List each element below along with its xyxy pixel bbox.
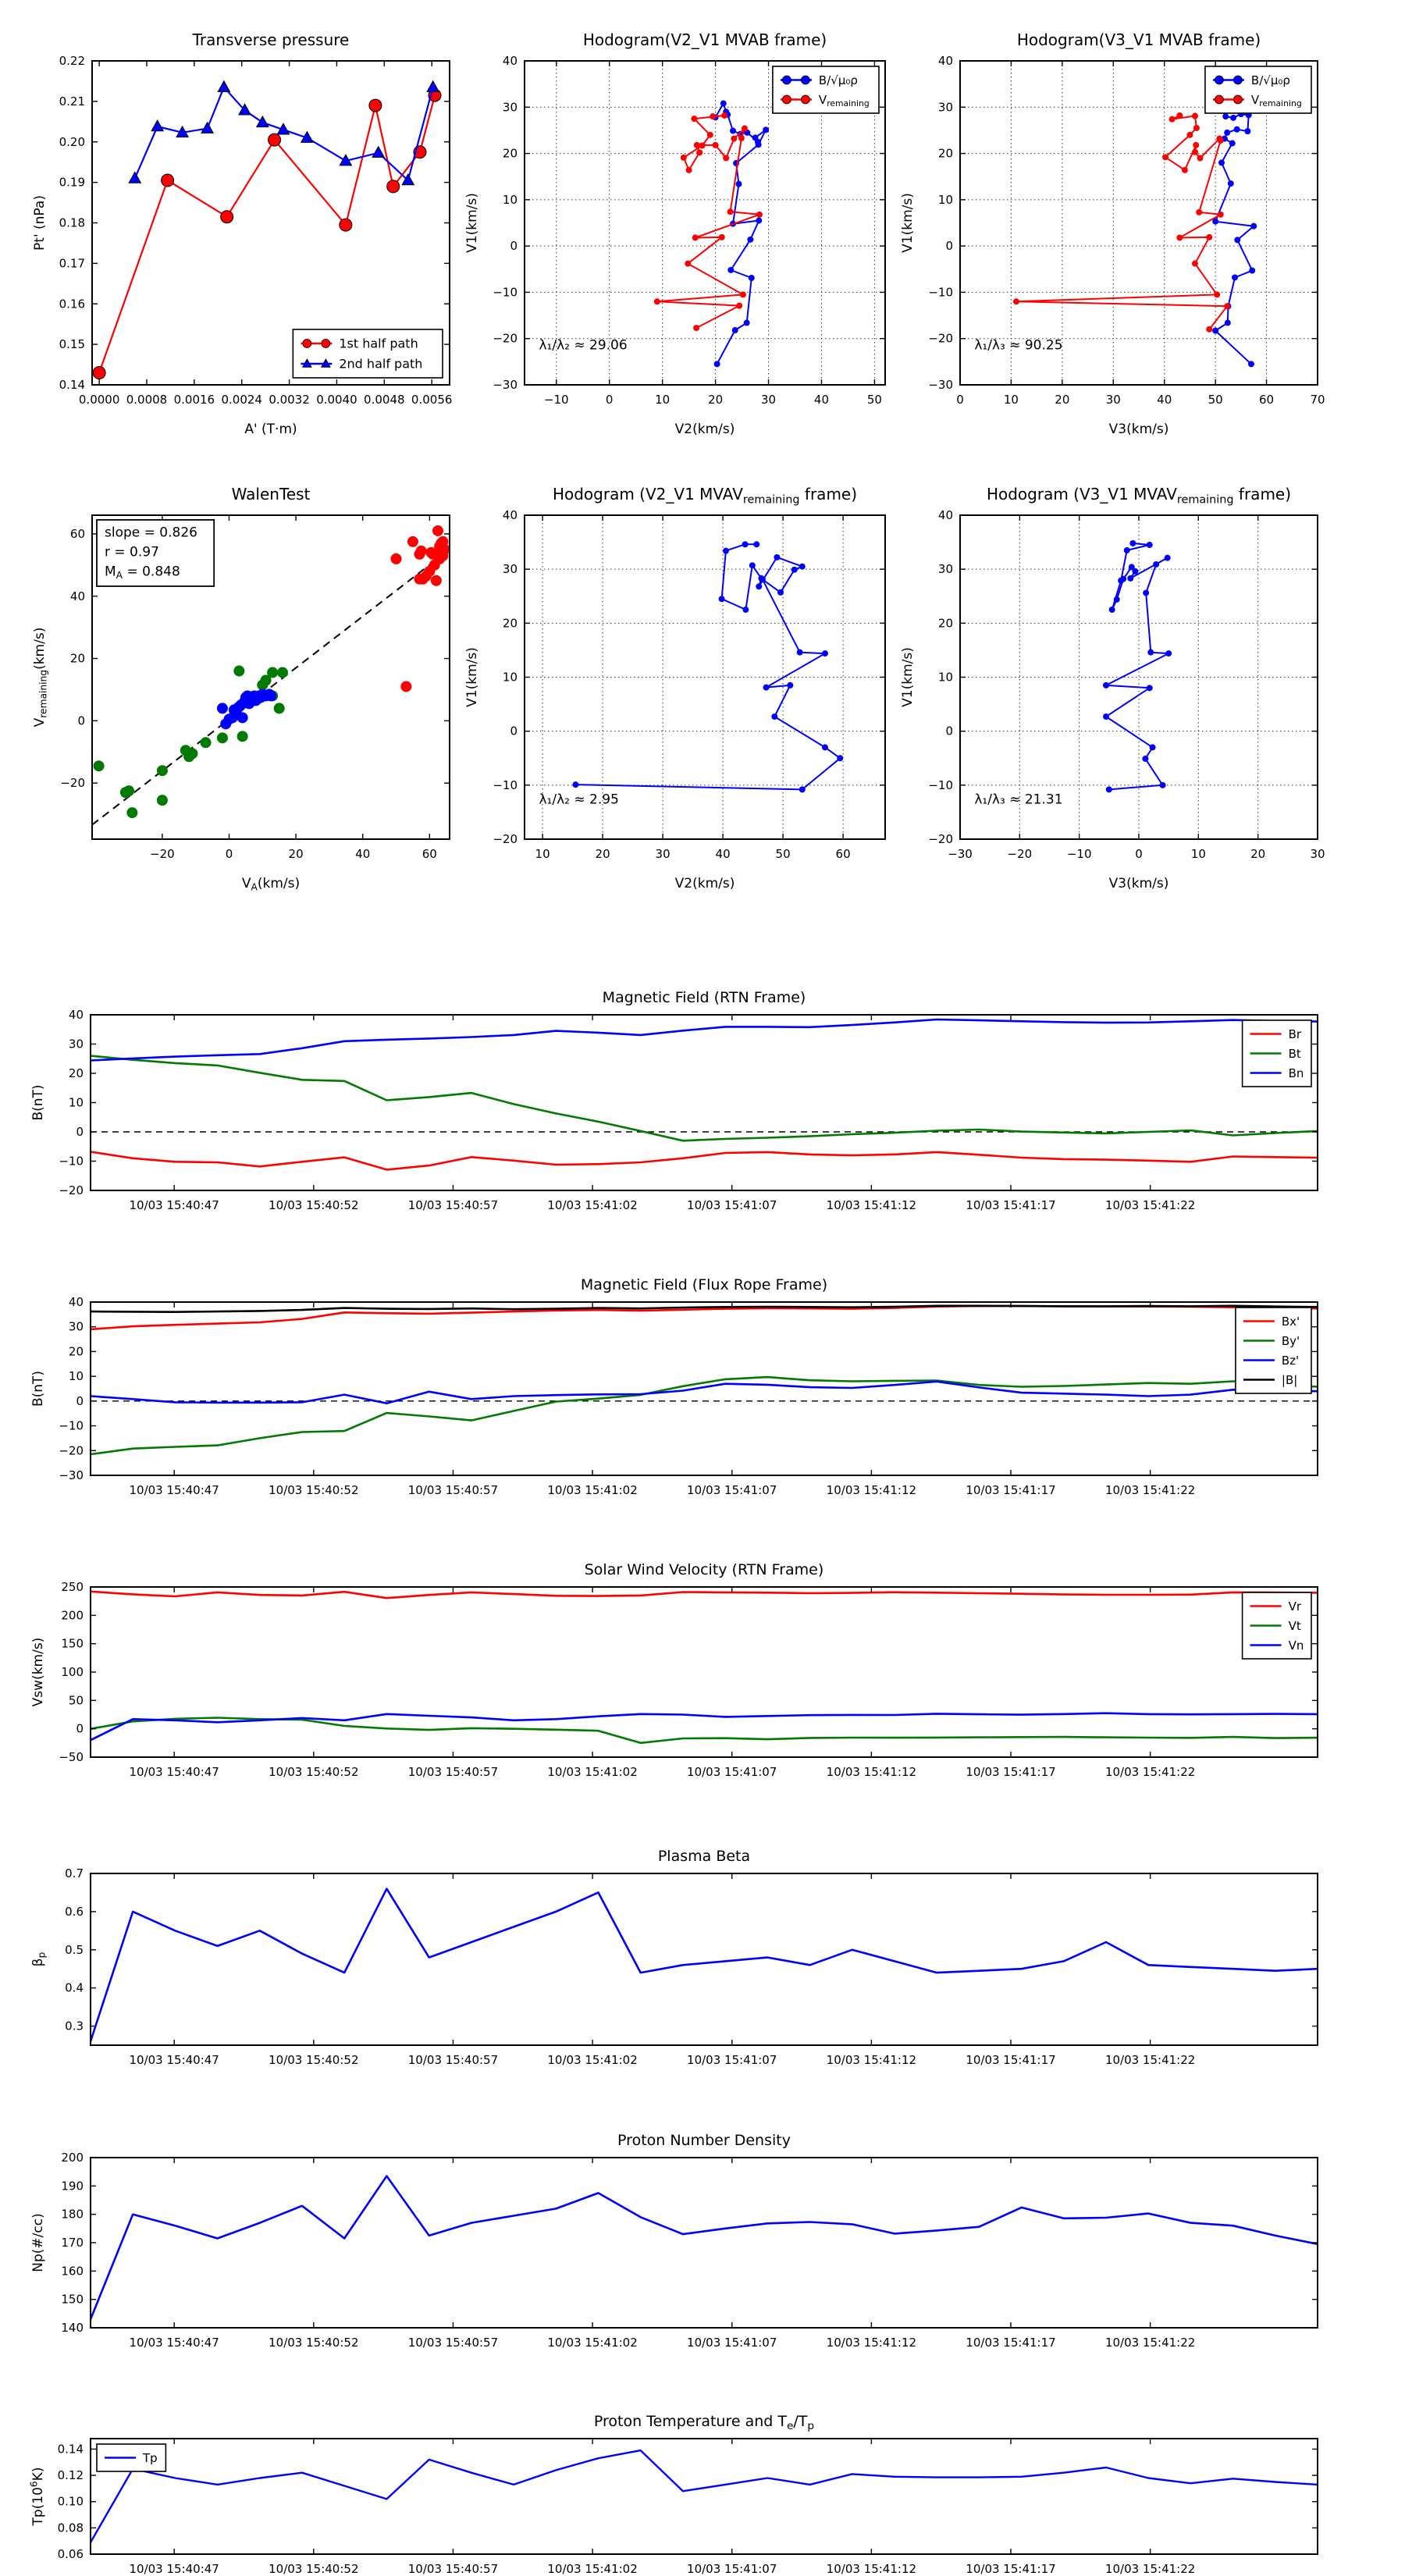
svg-text:20: 20 [288,847,304,861]
svg-text:−20: −20 [493,331,518,346]
svg-text:10/03 15:40:47: 10/03 15:40:47 [129,1483,219,1497]
svg-text:Proton Temperature and Te/Tp: Proton Temperature and $T_e/T_p$ [593,2413,815,2433]
svg-text:50: 50 [866,393,882,407]
svg-text:10/03 15:41:02: 10/03 15:41:02 [547,2053,638,2067]
svg-text:40: 40 [1157,393,1172,407]
svg-text:10/03 15:41:17: 10/03 15:41:17 [966,1198,1056,1212]
svg-text:VA(km/s): $V_A(km/s)$ [241,876,301,893]
svg-text:190: 190 [61,2179,84,2194]
svg-text:Bx': Bx' [1281,1314,1300,1329]
svg-text:λ₁/λ₂ ≈ 2.95: λ₁/λ₂ ≈ 2.95 [539,792,619,808]
svg-text:0.6: 0.6 [65,1904,84,1919]
svg-text:Np(#/cc): Np(#/cc) [30,2213,46,2272]
svg-text:−10: −10 [928,285,953,300]
svg-text:10/03 15:40:52: 10/03 15:40:52 [269,2336,359,2350]
svg-text:−20: −20 [60,776,85,791]
svg-text:10/03 15:41:07: 10/03 15:41:07 [687,1765,777,1779]
svg-text:40: 40 [715,847,731,861]
svg-text:10/03 15:41:07: 10/03 15:41:07 [687,1198,777,1212]
svg-text:0.16: 0.16 [59,297,85,311]
svg-text:0: 0 [77,713,85,728]
svg-text:30: 30 [502,100,518,115]
svg-text:Pt' (nPa): Pt' (nPa) [32,195,48,251]
svg-text:10/03 15:40:57: 10/03 15:40:57 [407,2053,499,2067]
svg-text:150: 150 [61,2292,84,2307]
svg-text:−30: −30 [928,378,953,392]
svg-text:−20: −20 [59,1443,84,1458]
svg-text:V3(km/s): V3(km/s) [1108,876,1169,891]
svg-text:30: 30 [937,100,953,115]
svg-text:40: 40 [502,508,518,522]
svg-text:0.15: 0.15 [59,337,85,352]
svg-text:10/03 15:41:22: 10/03 15:41:22 [1104,2336,1196,2350]
svg-text:10/03 15:41:22: 10/03 15:41:22 [1104,2053,1196,2067]
svg-text:0.22: 0.22 [59,54,85,68]
svg-text:10/03 15:40:47: 10/03 15:40:47 [129,2562,219,2576]
svg-text:0: 0 [76,1125,84,1139]
svg-text:−30: −30 [948,847,973,861]
svg-text:10/03 15:40:52: 10/03 15:40:52 [269,2053,359,2067]
svg-text:0.0024: 0.0024 [221,393,262,407]
svg-text:10/03 15:41:17: 10/03 15:41:17 [966,2336,1056,2350]
svg-text:Proton Number Density: Proton Number Density [617,2132,791,2149]
svg-text:0.06: 0.06 [57,2547,84,2561]
svg-text:Hodogram(V2_V1 MVAB frame): Hodogram(V2_V1 MVAB frame) [582,30,827,49]
svg-text:30: 30 [937,562,953,577]
svg-text:10: 10 [535,847,550,861]
svg-text:10/03 15:40:52: 10/03 15:40:52 [269,1198,359,1212]
svg-text:Vremaining: $V_{remaining}$ [1250,92,1302,109]
svg-text:10/03 15:40:57: 10/03 15:40:57 [407,2336,499,2350]
svg-text:30: 30 [1105,393,1121,407]
svg-text:10/03 15:41:12: 10/03 15:41:12 [826,2562,917,2576]
svg-text:20: 20 [69,651,85,666]
svg-text:200: 200 [61,1608,84,1623]
svg-text:−10: −10 [493,285,518,300]
svg-text:Hodogram(V3_V1 MVAB frame): Hodogram(V3_V1 MVAB frame) [1016,30,1261,49]
svg-text:30: 30 [1310,847,1325,861]
svg-text:V2(km/s): V2(km/s) [674,876,735,891]
svg-text:0.18: 0.18 [59,215,85,230]
svg-text:10/03 15:41:17: 10/03 15:41:17 [966,1483,1056,1497]
svg-text:10/03 15:41:07: 10/03 15:41:07 [687,2562,777,2576]
svg-text:Hodogram (V3_V1 MVAVremaining: Hodogram (V3_V1 $MVAV_{remaining}$ frame) [986,485,1292,507]
svg-text:10/03 15:40:52: 10/03 15:40:52 [269,2562,359,2576]
svg-text:10/03 15:40:47: 10/03 15:40:47 [129,2053,219,2067]
svg-text:0: 0 [225,847,233,861]
svg-text:−20: −20 [928,832,953,846]
svg-text:A' (T·m): A' (T·m) [244,422,297,437]
svg-text:By': By' [1281,1333,1300,1348]
svg-text:0.4: 0.4 [65,1980,84,1995]
svg-text:30: 30 [655,847,670,861]
svg-text:Bt: Bt [1288,1046,1301,1061]
svg-text:MA = 0.848: $M_A = 0.848$ [105,564,180,582]
svg-text:0: 0 [945,724,953,738]
svg-text:10/03 15:41:22: 10/03 15:41:22 [1104,1198,1196,1212]
chart-walen-test [18,475,459,911]
svg-text:20: 20 [502,616,518,631]
svg-text:−10: −10 [928,777,953,792]
svg-text:0.14: 0.14 [59,378,85,392]
svg-text:10/03 15:41:02: 10/03 15:41:02 [547,1765,638,1779]
svg-text:0.0056: 0.0056 [411,393,453,407]
svg-text:10/03 15:41:12: 10/03 15:41:12 [826,1483,917,1497]
svg-text:10: 10 [937,192,953,207]
svg-text:0: 0 [605,393,614,407]
svg-text:100: 100 [61,1665,84,1679]
svg-text:10/03 15:41:02: 10/03 15:41:02 [547,2562,638,2576]
svg-text:Vt: Vt [1288,1618,1301,1633]
svg-text:|B|: |B| [1281,1372,1298,1387]
svg-text:10/03 15:40:57: 10/03 15:40:57 [407,2562,499,2576]
svg-text:70: 70 [1310,393,1325,407]
svg-text:20: 20 [502,146,518,161]
svg-text:0.3: 0.3 [65,2019,84,2033]
svg-text:B/√μ₀ρ: B/√μ₀ρ [1250,73,1290,87]
svg-text:40: 40 [937,508,953,522]
svg-text:−10: −10 [543,393,569,407]
svg-text:10/03 15:40:57: 10/03 15:40:57 [407,1765,499,1779]
svg-text:r = 0.97: r = 0.97 [105,544,159,560]
svg-text:−30: −30 [59,1468,84,1482]
chart-proton-temperature [16,2406,1329,2576]
svg-text:10: 10 [937,670,953,685]
svg-text:Vremaining: $V_{remaining}$ [818,92,870,109]
svg-text:0: 0 [510,724,518,738]
svg-text:60: 60 [1259,393,1275,407]
chart-magnetic-field-flux-rope [16,1269,1329,1511]
svg-text:0: 0 [945,239,953,254]
svg-text:WalenTest: WalenTest [231,485,311,503]
svg-text:10/03 15:41:22: 10/03 15:41:22 [1104,1765,1196,1779]
svg-text:λ₁/λ₂ ≈ 29.06: λ₁/λ₂ ≈ 29.06 [539,337,628,354]
svg-text:slope = 0.826: slope = 0.826 [105,525,197,541]
svg-text:λ₁/λ₃ ≈ 21.31: λ₁/λ₃ ≈ 21.31 [974,792,1063,808]
svg-text:160: 160 [61,2264,84,2279]
svg-text:−30: −30 [493,378,518,392]
svg-text:10/03 15:41:17: 10/03 15:41:17 [966,2053,1056,2067]
svg-text:10/03 15:41:07: 10/03 15:41:07 [687,1483,777,1497]
svg-text:10/03 15:41:12: 10/03 15:41:12 [826,2053,917,2067]
svg-text:Bz': Bz' [1281,1353,1300,1368]
svg-text:λ₁/λ₃ ≈ 90.25: λ₁/λ₃ ≈ 90.25 [974,337,1063,354]
svg-text:10: 10 [502,192,518,207]
svg-text:−10: −10 [493,777,518,792]
svg-text:10: 10 [68,1095,84,1110]
svg-text:0.0032: 0.0032 [269,393,310,407]
svg-text:30: 30 [760,393,777,407]
svg-text:250: 250 [61,1580,84,1594]
svg-text:40: 40 [937,54,953,68]
svg-text:30: 30 [68,1319,84,1334]
svg-text:10/03 15:41:22: 10/03 15:41:22 [1104,2562,1196,2576]
svg-text:Br: Br [1288,1026,1302,1041]
chart-hodogram-v3v1-mvab [886,20,1327,457]
svg-text:Solar Wind Velocity (RTN Frame: Solar Wind Velocity (RTN Frame) [584,1561,824,1578]
svg-text:0: 0 [510,239,518,254]
svg-text:40: 40 [68,1295,84,1309]
chart-hodogram-v2v1-mvav [450,475,895,911]
svg-text:−50: −50 [59,1750,84,1764]
svg-text:1st half path: 1st half path [339,336,418,351]
chart-hodogram-v3v1-mvav [886,475,1327,911]
svg-text:0: 0 [956,393,964,407]
svg-text:0.0016: 0.0016 [173,393,215,407]
svg-text:170: 170 [61,2236,84,2250]
svg-text:Bn: Bn [1288,1066,1304,1080]
svg-text:−10: −10 [59,1418,84,1433]
svg-text:10: 10 [655,393,670,407]
svg-text:200: 200 [61,2151,84,2165]
svg-text:10: 10 [68,1369,84,1384]
svg-text:0.0040: 0.0040 [316,393,357,407]
svg-text:V1(km/s): V1(km/s) [464,647,480,707]
svg-text:10/03 15:40:47: 10/03 15:40:47 [129,2336,219,2350]
svg-text:60: 60 [69,526,85,541]
svg-text:B(nT): B(nT) [30,1084,46,1121]
svg-text:10/03 15:41:17: 10/03 15:41:17 [966,1765,1056,1779]
svg-text:10/03 15:40:52: 10/03 15:40:52 [269,1765,359,1779]
svg-text:V3(km/s): V3(km/s) [1108,422,1169,437]
svg-text:B(nT): B(nT) [30,1370,46,1407]
svg-text:10: 10 [502,670,518,685]
svg-text:180: 180 [61,2207,84,2222]
svg-text:V1(km/s): V1(km/s) [900,193,916,253]
svg-text:10/03 15:41:02: 10/03 15:41:02 [547,2336,638,2350]
svg-text:Transverse pressure: Transverse pressure [192,30,350,49]
svg-text:50: 50 [1208,393,1223,407]
svg-text:20: 20 [1055,393,1070,407]
svg-text:20: 20 [937,146,953,161]
svg-text:60: 60 [422,847,437,861]
chart-plasma-beta [16,1841,1329,2081]
svg-text:10: 10 [1190,847,1206,861]
chart-proton-number-density [16,2125,1329,2364]
svg-text:140: 140 [61,2321,84,2335]
svg-text:Vr: Vr [1288,1599,1302,1614]
svg-text:0: 0 [76,1393,84,1408]
svg-text:Vn: Vn [1288,1638,1304,1653]
svg-text:10/03 15:40:52: 10/03 15:40:52 [269,1483,359,1497]
svg-text:40: 40 [502,54,518,68]
svg-text:30: 30 [68,1037,84,1051]
svg-text:0.5: 0.5 [65,1942,84,1957]
svg-text:0.12: 0.12 [57,2468,84,2483]
svg-text:0.08: 0.08 [57,2521,84,2535]
svg-text:Plasma Beta: Plasma Beta [657,1848,751,1865]
svg-text:10/03 15:40:47: 10/03 15:40:47 [129,1198,219,1212]
svg-text:10/03 15:40:47: 10/03 15:40:47 [129,1765,219,1779]
chart-hodogram-v2v1-mvab [450,20,895,457]
svg-text:10/03 15:41:17: 10/03 15:41:17 [966,2562,1056,2576]
svg-text:−20: −20 [493,832,518,846]
svg-text:150: 150 [61,1636,84,1651]
svg-text:−20: −20 [150,847,175,861]
svg-text:−20: −20 [1007,847,1033,861]
svg-text:0.19: 0.19 [59,175,85,190]
svg-text:Vremaining(km/s): $V_{remaining}(km/s)$ [32,627,49,728]
svg-text:50: 50 [775,847,791,861]
svg-text:40: 40 [69,589,85,603]
svg-text:60: 60 [835,847,851,861]
svg-text:20: 20 [937,616,953,631]
svg-text:0.17: 0.17 [59,256,85,271]
svg-text:10/03 15:41:12: 10/03 15:41:12 [826,1765,917,1779]
svg-text:βp: $\beta_p$ [30,1952,48,1967]
svg-text:−10: −10 [1066,847,1092,861]
svg-text:20: 20 [708,393,724,407]
svg-text:10/03 15:40:57: 10/03 15:40:57 [407,1198,499,1212]
svg-text:−10: −10 [59,1154,84,1169]
svg-text:−20: −20 [928,331,953,346]
svg-text:0.7: 0.7 [65,1866,84,1880]
svg-text:−20: −20 [59,1183,84,1197]
svg-text:10/03 15:41:07: 10/03 15:41:07 [687,2336,777,2350]
svg-text:Tp: Tp [143,2450,158,2465]
svg-text:30: 30 [502,562,518,577]
svg-text:0.0008: 0.0008 [126,393,168,407]
chart-solar-wind-velocity [16,1554,1329,1793]
svg-text:20: 20 [1250,847,1266,861]
svg-text:20: 20 [68,1066,84,1080]
svg-text:40: 40 [68,1008,84,1022]
svg-text:40: 40 [813,393,830,407]
svg-text:0.21: 0.21 [59,94,85,109]
svg-text:10/03 15:40:57: 10/03 15:40:57 [407,1483,499,1497]
svg-text:0.14: 0.14 [57,2442,84,2457]
svg-text:Vsw(km/s): Vsw(km/s) [30,1637,46,1707]
svg-text:10/03 15:41:02: 10/03 15:41:02 [547,1198,638,1212]
svg-text:0: 0 [76,1721,84,1736]
svg-text:Hodogram (V2_V1 MVAVremaining: Hodogram (V2_V1 $MVAV_{remaining}$ frame) [552,485,858,507]
svg-text:10/03 15:41:02: 10/03 15:41:02 [547,1483,638,1497]
svg-text:B/√μ₀ρ: B/√μ₀ρ [818,73,858,87]
svg-text:Magnetic Field (RTN Frame): Magnetic Field (RTN Frame) [602,989,806,1006]
svg-text:0.0000: 0.0000 [78,393,120,407]
svg-text:20: 20 [68,1344,84,1359]
svg-text:40: 40 [355,847,371,861]
chart-transverse-pressure [18,20,459,457]
svg-text:Magnetic Field (Flux Rope Fram: Magnetic Field (Flux Rope Frame) [580,1276,828,1293]
svg-text:20: 20 [595,847,610,861]
svg-text:0.0048: 0.0048 [364,393,405,407]
svg-text:0: 0 [1135,847,1143,861]
svg-text:Tp(106K): $Tp(10^6K)$ [28,2467,46,2526]
svg-text:10/03 15:41:12: 10/03 15:41:12 [826,2336,917,2350]
svg-text:10/03 15:41:07: 10/03 15:41:07 [687,2053,777,2067]
svg-text:2nd half path: 2nd half path [339,356,423,372]
chart-magnetic-field-rtn [16,982,1329,1226]
svg-text:V1(km/s): V1(km/s) [900,647,916,707]
svg-text:0.10: 0.10 [57,2494,84,2509]
svg-text:10/03 15:41:12: 10/03 15:41:12 [826,1198,917,1212]
svg-text:V1(km/s): V1(km/s) [464,193,480,253]
svg-text:50: 50 [68,1693,84,1708]
svg-text:10: 10 [1003,393,1019,407]
svg-text:10/03 15:41:22: 10/03 15:41:22 [1104,1483,1196,1497]
svg-text:0.20: 0.20 [59,134,85,149]
svg-text:V2(km/s): V2(km/s) [674,422,735,437]
